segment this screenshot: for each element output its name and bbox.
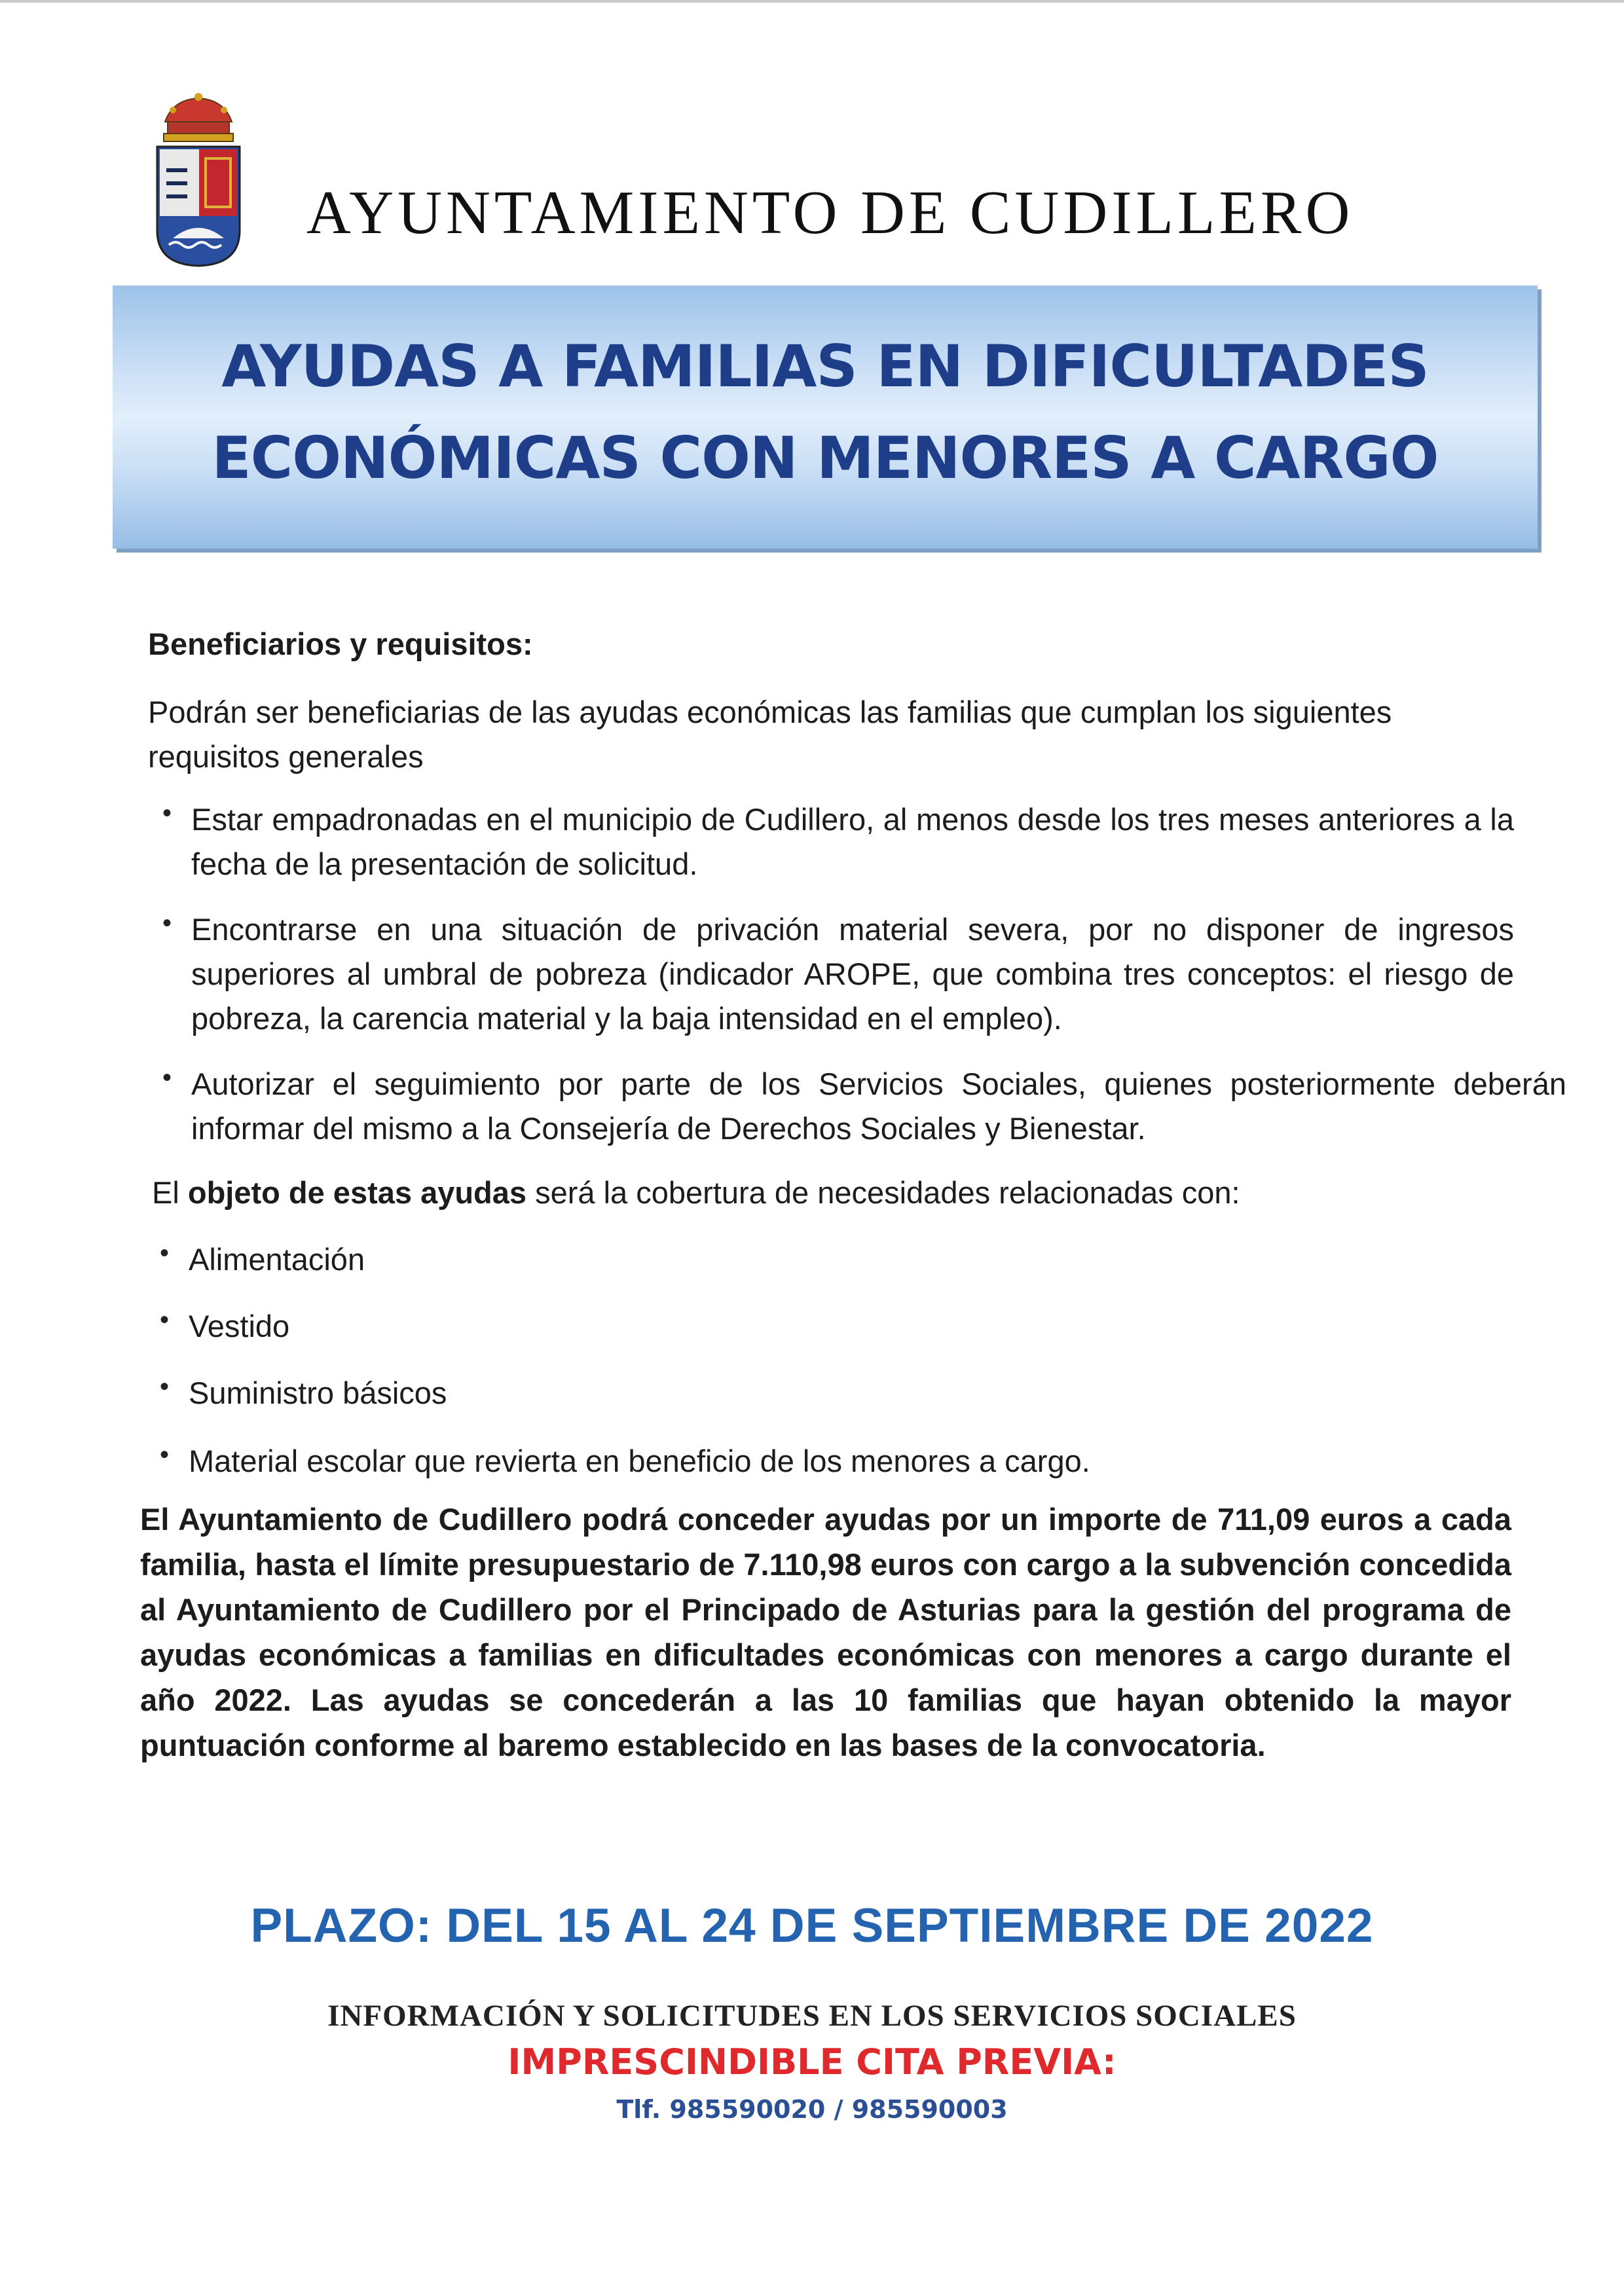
info-line: INFORMACIÓN Y SOLICITUDES EN LOS SERVICIOS SOCIALES [327, 1999, 1297, 2033]
banner-title-line-2: ECONÓMICAS CON MENORES A CARGO [212, 424, 1439, 492]
objective-item-2: Vestido [189, 1309, 290, 1343]
scan-border [0, 0, 1624, 3]
deadline-banner: PLAZO: DEL 15 AL 24 DE SEPTIEMBRE DE 2022 [250, 1899, 1374, 1952]
objective-bold: objeto de estas ayudas [187, 1175, 527, 1210]
objective-item-3: Suministro básicos [189, 1376, 447, 1410]
appointment-notice: IMPRESCINDIBLE CITA PREVIA: [507, 2041, 1116, 2083]
bullet-dot: • [162, 1063, 172, 1092]
funding-paragraph: El Ayuntamiento de Cudillero podrá conceder ayudas por un importe de 711,09 euros a cada familia, hasta el límite presupuestario de 7.110,98 euros con cargo a la subvención concedida al Ayuntamiento de Cudillero por el Principado de Asturias para la gestión del programa de ayudas económicas a familias en dificultades económicas con menores a cargo durante el año 2022. Las ayudas se concederán a las 10 familias que hayan obtenido la mayor puntuación conforme al baremo establecido en las bases de la convocatoria. [140, 1502, 1511, 1762]
objective-suffix: será la cobertura de necesidades relacionadas con: [535, 1175, 1240, 1210]
requirement-item-2: Encontrarse en una situación de privación material severa, por no disponer de ingresos superiores al umbral de pobreza (indicador AROPE, que combina tres conceptos: el riesgo de pobreza, la carencia material y la baja intensidad en el empleo). [191, 912, 1514, 1036]
section-heading-beneficiaries: Beneficiarios y requisitos: [148, 627, 533, 661]
requirement-item-3: Autorizar el seguimiento por parte de los Servicios Sociales, quienes posteriormente deberán informar del mismo a la Consejería de Derechos Sociales y Bienestar. [191, 1066, 1566, 1146]
bullet-dot: • [160, 1372, 170, 1401]
bullet-dot: • [162, 799, 172, 828]
objective-sentence [152, 1171, 1527, 1215]
bullet-dot: • [160, 1440, 170, 1469]
requirement-item-1: Estar empadronadas en el municipio de Cudillero, al menos desde los tres meses anteriores a la fecha de la presentación de solicitud. [191, 802, 1514, 881]
phone-numbers: Tlf. 985590020 / 985590003 [616, 2095, 1008, 2124]
beneficiaries-intro: Podrán ser beneficiarias de las ayudas económicas las familias que cumplan los siguientes requisitos generales [148, 695, 1392, 774]
objective-prefix: El [152, 1175, 179, 1210]
title-banner [113, 285, 1538, 549]
coat-of-arms-icon [153, 93, 244, 268]
objective-item-4: Material escolar que revierta en beneficio de los menores a cargo. [189, 1444, 1090, 1478]
banner-title-line-1: AYUDAS A FAMILIAS EN DIFICULTADES [221, 333, 1429, 400]
bullet-dot: • [160, 1239, 170, 1267]
objective-item-1: Alimentación [189, 1242, 365, 1277]
bullet-dot: • [160, 1305, 170, 1334]
organization-title: AYUNTAMIENTO DE CUDILLERO [306, 179, 1354, 247]
bullet-dot: • [162, 909, 172, 938]
